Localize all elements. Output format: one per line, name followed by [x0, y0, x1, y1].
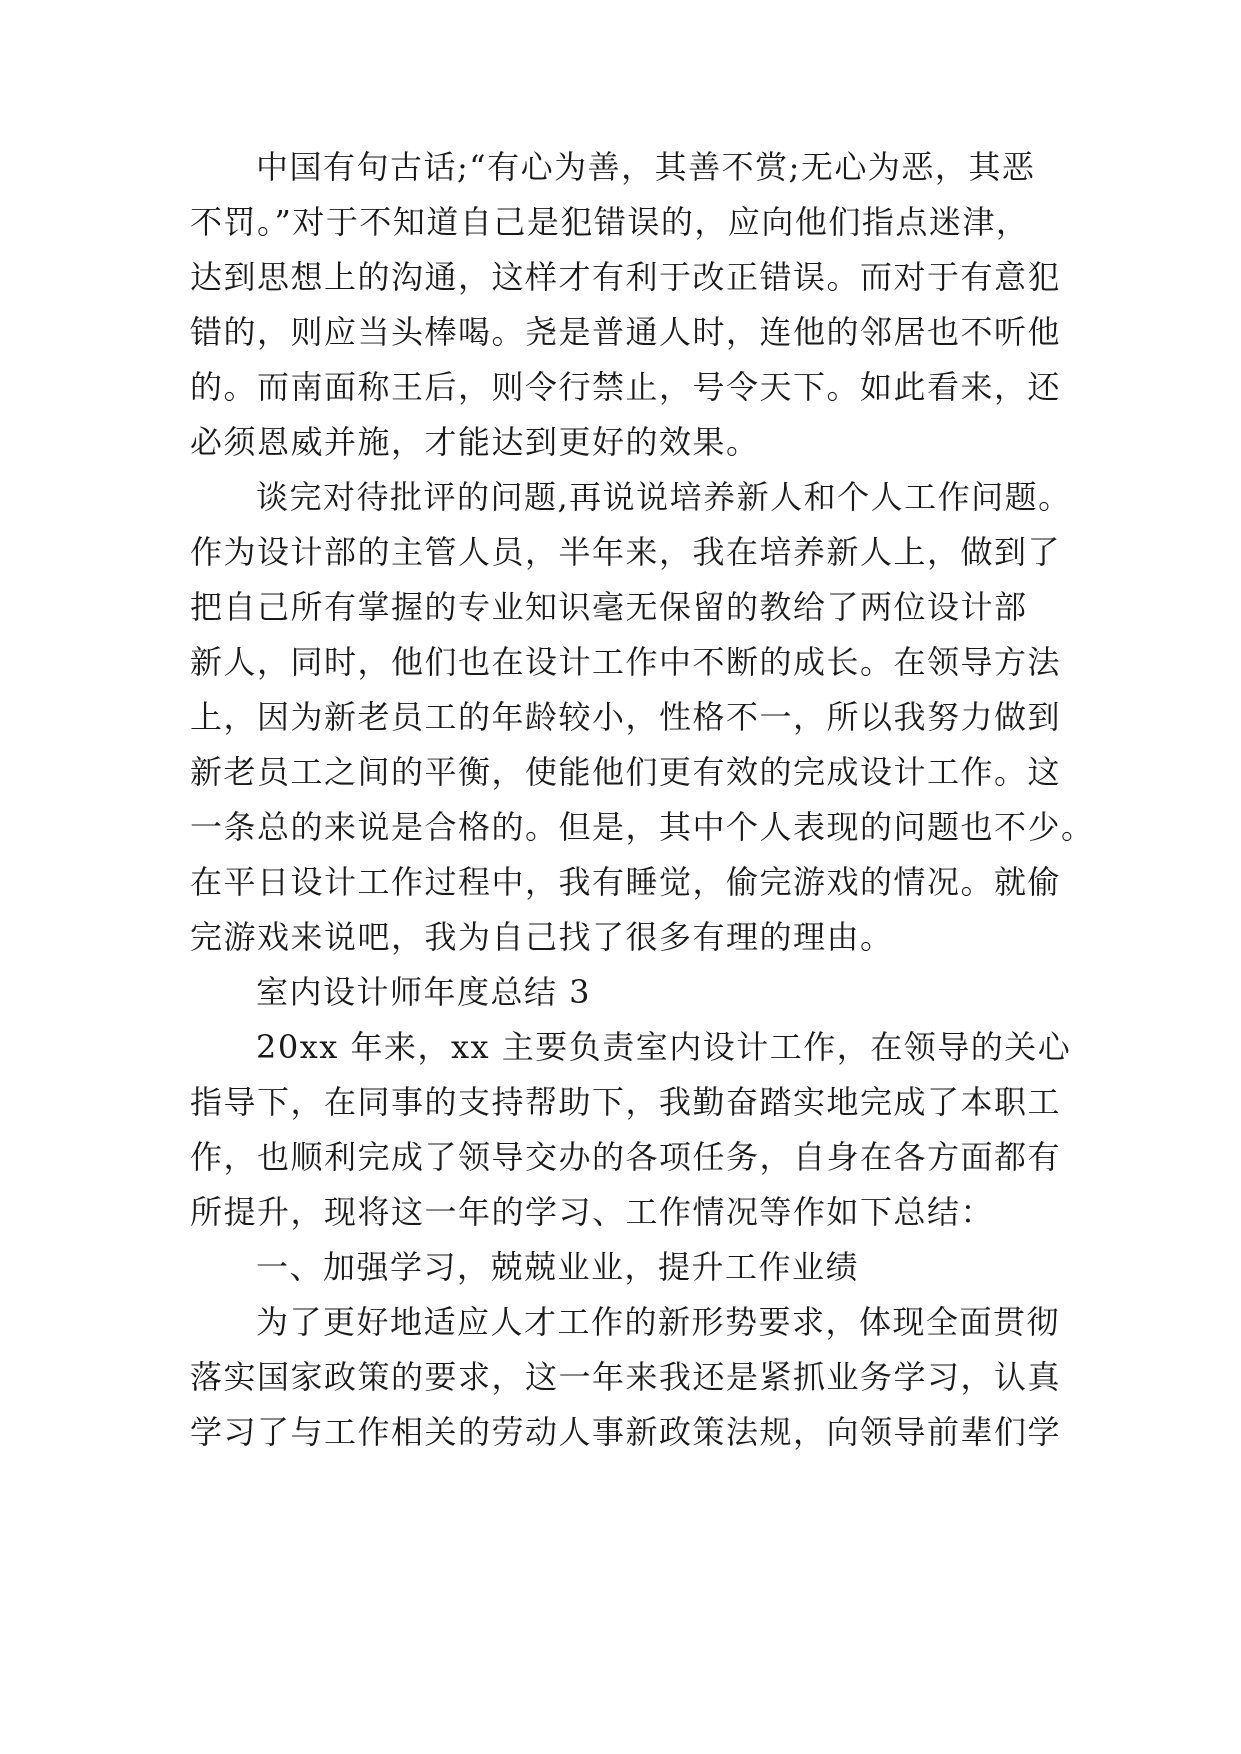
text-line: 完游戏来说吧，我为自己找了很多有理的理由。 — [190, 918, 894, 956]
text-line: 新人，同时，他们也在设计工作中不断的成长。在领导方法 — [190, 643, 1062, 681]
text-line: 的。而南面称王后，则令行禁止，号令天下。如此看来，还 — [190, 368, 1062, 406]
text-line: 新老员工之间的平衡，使能他们更有效的完成设计工作。这 — [190, 753, 1062, 791]
text-line: 中国有句古话;“有心为善，其善不赏;无心为恶，其恶 — [256, 148, 1036, 186]
text-line: 所提升，现将这一年的学习、工作情况等作如下总结： — [190, 1193, 995, 1231]
text-line: 为了更好地适应人才工作的新形势要求，体现全面贯彻 — [256, 1303, 1061, 1341]
text-line: 不罚。”对于不知道自己是犯错误的，应向他们指点迷津， — [190, 203, 1030, 241]
subsection-heading: 一、加强学习，兢兢业业，提升工作业绩 — [256, 1248, 860, 1286]
text-line: 上，因为新老员工的年龄较小，性格不一，所以我努力做到 — [190, 698, 1062, 736]
text-line: 一条总的来说是合格的。但是，其中个人表现的问题也不少。 — [190, 808, 1095, 846]
text-line: 学习了与工作相关的劳动人事新政策法规，向领导前辈们学 — [190, 1413, 1062, 1451]
text-line: 作，也顺利完成了领导交办的各项任务，自身在各方面都有 — [190, 1138, 1062, 1176]
section-heading: 室内设计师年度总结 3 — [256, 973, 592, 1011]
text-line: 必须恩威并施，才能达到更好的效果。 — [190, 423, 760, 461]
text-line: 谈完对待批评的问题,再说说培养新人和个人工作问题。 — [256, 478, 1072, 516]
text-line: 在平日设计工作过程中，我有睡觉，偷完游戏的情况。就偷 — [190, 863, 1062, 901]
text-line: 错的，则应当头棒喝。尧是普通人时，连他的邻居也不听他 — [190, 313, 1062, 351]
text-line: 指导下，在同事的支持帮助下，我勤奋踏实地完成了本职工 — [190, 1083, 1062, 1121]
text-line: 落实国家政策的要求，这一年来我还是紧抓业务学习，认真 — [190, 1358, 1062, 1396]
text-line: 作为设计部的主管人员，半年来，我在培养新人上，做到了 — [190, 533, 1062, 571]
text-line: 20xx 年来，xx 主要负责室内设计工作，在领导的关心 — [256, 1028, 1072, 1066]
text-line: 把自己所有掌握的专业知识毫无保留的教给了两位设计部 — [190, 588, 1028, 626]
text-line: 达到思想上的沟通，这样才有利于改正错误。而对于有意犯 — [190, 258, 1062, 296]
